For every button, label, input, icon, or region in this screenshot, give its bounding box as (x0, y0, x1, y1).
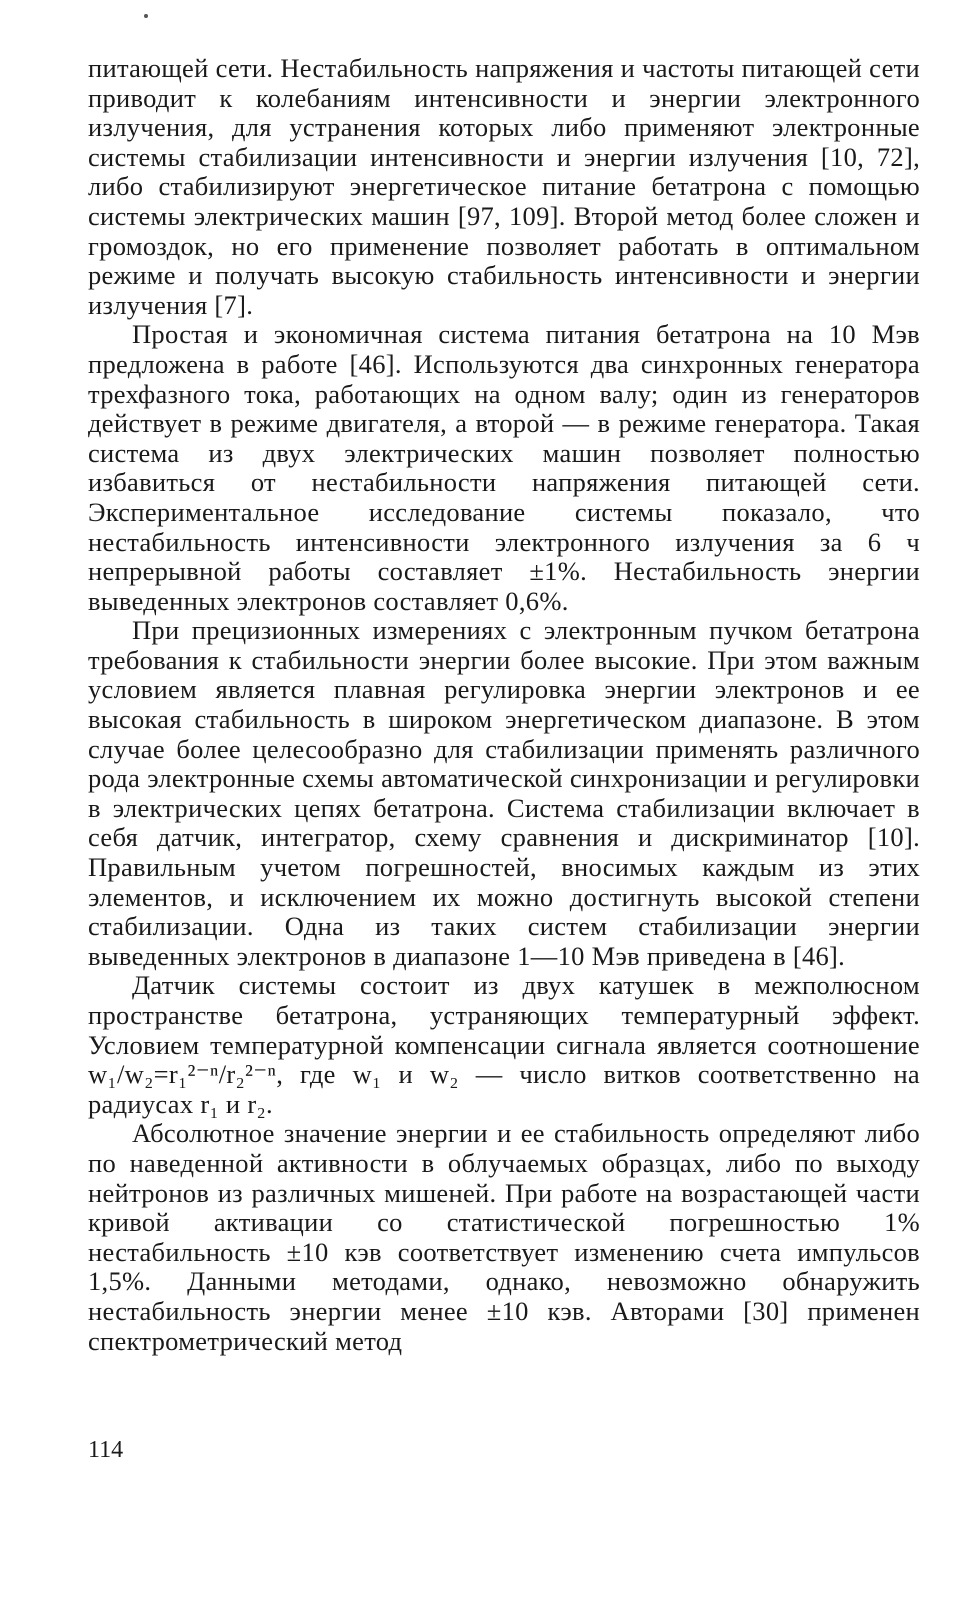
paragraph-5: Абсолютное значение энергии и ее стабильность определяют либо по наведенной активности в облучаемых образцах, либо по выходу нейтронов из различных мишеней. При работе на возрастающей части кривой активации со статистической погрешностью 1% нестабильность ±10 кэв соответствует изменению счета импульсов 1,5%. Данными методами, однако, невозможно обнаружить нестабильность энергии менее ±10 кэв. Авторами [30] применен спектрометрический метод (88, 1118, 920, 1356)
paragraph-3: При прецизионных измерениях с электронным пучком бетатрона требования к стабильности энергии более высокие. При этом важным условием является плавная регулировка энергии электронов и ее высокая стабильность в широком энергетическом диапазоне. В этом случае более целесообразно для стабилизации применять различного рода электронные схемы автоматической синхронизации и регулировки в электрических цепях бетатрона. Система стабилизации включает в себя датчик, интегратор, схему сравнения и дискриминатор [10]. Правильным учетом погрешностей, вносимых каждым из этих элементов, и исключением их можно достигнуть высокой степени стабилизации. Одна из таких систем стабилизации энергии выведенных электронов в диапазоне 1—10 Мэв приведена в [46]. (88, 615, 920, 971)
paragraph-4: Датчик системы состоит из двух катушек в межполюсном пространстве бетатрона, устраняющих температурный эффект. Условием температурной компенсации сигнала является соотношение w₁/w₂=r₁²⁻ⁿ/r₂²⁻ⁿ, где w₁ и w₂ — число витков соответственно на радиусах r₁ и r₂. (88, 970, 920, 1119)
speck-mark (144, 14, 148, 18)
paragraph-1: питающей сети. Нестабильность напряжения и частоты питающей сети приводит к колебаниям интенсивности и энергии электронного излучения, для устранения которых либо применяют электронные системы стабилизации интенсивности и энергии излучения [10, 72], либо стабилизируют энергетическое питание бетатрона с помощью системы электрических машин [97, 109]. Второй метод более сложен и громоздок, но его применение позволяет работать в оптимальном режиме и получать высокую стабильность интенсивности и энергии излучения [7]. (88, 53, 920, 320)
page-number: 114 (88, 1437, 124, 1463)
paragraph-2: Простая и экономичная система питания бетатрона на 10 Мэв предложена в работе [46]. Используются два синхронных генератора трехфазного тока, работающих на одном валу; один из генераторов действует в режиме двигателя, а второй — в режиме генератора. Такая система из двух электрических машин позволяет полностью избавиться от нестабильности напряжения питающей сети. Экспериментальное исследование системы показало, что нестабильность интенсивности электронного излучения за 6 ч непрерывной работы составляет ±1%. Нестабильность энергии выведенных электронов составляет 0,6%. (88, 319, 920, 616)
page-body (88, 54, 920, 1356)
